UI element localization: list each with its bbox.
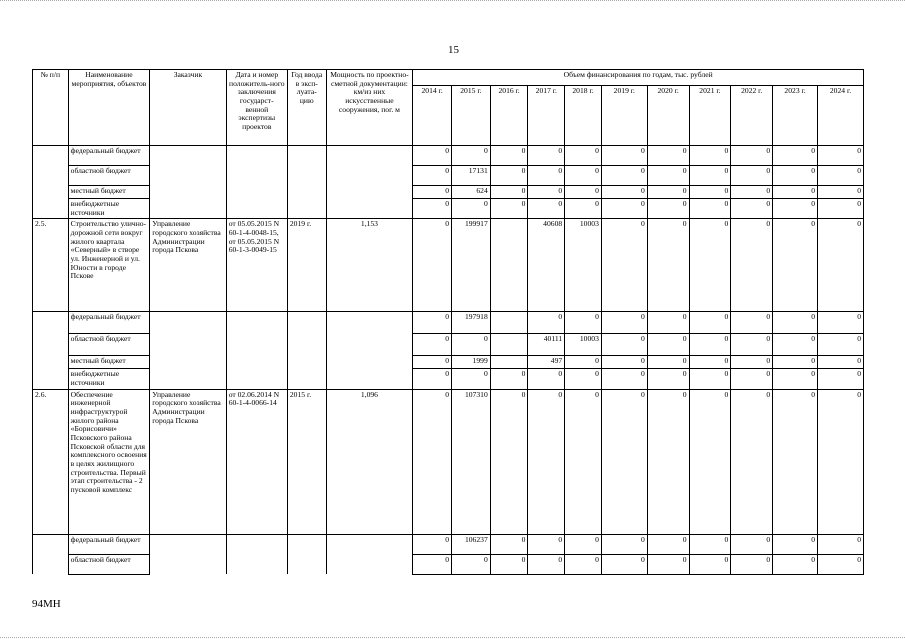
value-cell: 197918 (452, 312, 491, 334)
header-expertise: Дата и номер положитель-ного заключения государст-венной экспертизы проектов (226, 70, 287, 146)
blank-num-cell (33, 186, 69, 199)
table-row (33, 554, 864, 574)
value-cell: 0 (452, 369, 491, 389)
value-cell: 0 (490, 166, 528, 186)
empty-cell (150, 166, 226, 186)
value-cell: 0 (647, 146, 689, 166)
header-year-6: 2020 г. (647, 86, 689, 146)
value-cell: 0 (490, 369, 528, 389)
value-cell: 0 (565, 146, 602, 166)
value-cell: 0 (817, 312, 863, 334)
value-cell (490, 312, 528, 334)
value-cell: 0 (773, 146, 818, 166)
value-cell: 0 (817, 146, 863, 166)
header-year-9: 2023 г. (773, 86, 818, 146)
header-financing: Объем финансирования по годам, тыс. рублей (413, 70, 864, 86)
blank-num-cell (33, 334, 69, 356)
header-year-4: 2018 г. (565, 86, 602, 146)
value-cell: 0 (565, 186, 602, 199)
value-cell: 40608 (528, 219, 565, 312)
header-num: № п/п (33, 70, 69, 146)
value-cell: 0 (528, 389, 565, 534)
row-number: 2.6. (33, 389, 69, 534)
blank-num-cell (33, 534, 69, 554)
table-row (33, 186, 864, 199)
header-year: Год ввода в эксп-луата-цию (287, 70, 326, 146)
value-cell: 0 (647, 199, 689, 219)
value-cell: 0 (731, 146, 773, 166)
value-cell: 0 (817, 356, 863, 369)
table-row (33, 369, 864, 389)
value-cell: 0 (817, 369, 863, 389)
source-label: областной бюджет (68, 554, 150, 574)
value-cell: 0 (413, 534, 452, 554)
value-cell: 199917 (452, 219, 491, 312)
value-cell: 0 (413, 389, 452, 534)
blank-num-cell (33, 312, 69, 334)
value-cell (490, 219, 528, 312)
blank-num-cell (33, 356, 69, 369)
empty-cell (150, 554, 226, 574)
value-cell: 0 (817, 554, 863, 574)
value-cell: 0 (817, 166, 863, 186)
expertise-cell: от 05.05.2015 N 60-1-4-0048-15, от 05.05.2015 N 60-1-3-0049-15 (226, 219, 287, 312)
value-cell: 0 (731, 219, 773, 312)
value-cell: 0 (773, 219, 818, 312)
header-name: Наименование мероприятия, объектов (68, 70, 150, 146)
empty-cell (150, 186, 226, 199)
empty-cell (226, 534, 287, 554)
table-row (33, 534, 864, 554)
value-cell: 0 (731, 534, 773, 554)
value-cell: 0 (647, 534, 689, 554)
value-cell (490, 356, 528, 369)
value-cell: 0 (490, 186, 528, 199)
value-cell: 0 (528, 146, 565, 166)
value-cell: 0 (601, 312, 647, 334)
source-label: федеральный бюджет (68, 312, 150, 334)
value-cell: 0 (817, 534, 863, 554)
value-cell: 0 (601, 534, 647, 554)
value-cell: 0 (490, 199, 528, 219)
value-cell: 0 (528, 199, 565, 219)
value-cell: 0 (689, 389, 731, 534)
source-label: областной бюджет (68, 166, 150, 186)
empty-cell (226, 554, 287, 574)
empty-cell (287, 312, 326, 334)
value-cell: 0 (731, 356, 773, 369)
value-cell: 17131 (452, 166, 491, 186)
header-year-7: 2021 г. (689, 86, 731, 146)
value-cell: 0 (528, 534, 565, 554)
value-cell: 0 (601, 356, 647, 369)
value-cell: 0 (565, 389, 602, 534)
value-cell: 10003 (565, 334, 602, 356)
blank-num-cell (33, 199, 69, 219)
value-cell: 0 (413, 554, 452, 574)
empty-cell (326, 166, 413, 186)
source-label: местный бюджет (68, 356, 150, 369)
source-label: местный бюджет (68, 186, 150, 199)
value-cell: 0 (731, 389, 773, 534)
value-cell: 0 (773, 186, 818, 199)
value-cell: 0 (413, 166, 452, 186)
value-cell: 0 (413, 199, 452, 219)
value-cell: 0 (490, 389, 528, 534)
value-cell: 0 (731, 369, 773, 389)
table-row (33, 312, 864, 334)
empty-cell (150, 199, 226, 219)
empty-cell (150, 334, 226, 356)
value-cell: 0 (413, 312, 452, 334)
header-customer: Заказчик (150, 70, 226, 146)
value-cell: 0 (817, 334, 863, 356)
blank-num-cell (33, 554, 69, 574)
empty-cell (287, 369, 326, 389)
empty-cell (326, 369, 413, 389)
value-cell: 0 (601, 334, 647, 356)
value-cell: 0 (689, 146, 731, 166)
value-cell: 0 (647, 356, 689, 369)
empty-cell (287, 334, 326, 356)
empty-cell (287, 166, 326, 186)
value-cell: 0 (689, 199, 731, 219)
empty-cell (150, 534, 226, 554)
empty-cell (150, 312, 226, 334)
value-cell: 0 (528, 369, 565, 389)
value-cell: 0 (601, 186, 647, 199)
value-cell: 0 (773, 334, 818, 356)
value-cell: 0 (773, 554, 818, 574)
value-cell: 0 (565, 199, 602, 219)
empty-cell (287, 146, 326, 166)
table-row (33, 334, 864, 356)
value-cell: 0 (731, 199, 773, 219)
value-cell: 0 (565, 369, 602, 389)
value-cell: 0 (817, 199, 863, 219)
value-cell: 0 (773, 389, 818, 534)
value-cell: 0 (689, 186, 731, 199)
object-name: Обеспечение инженерной инфраструктурой жилого района «Борисовичи» Псковского района Псковской области для комплексного освоения в целях жилищного строительства. Первый этап строительства - 2 пусковой комплекс (68, 389, 150, 534)
blank-num-cell (33, 146, 69, 166)
empty-cell (326, 534, 413, 554)
value-cell: 0 (647, 369, 689, 389)
empty-cell (326, 186, 413, 199)
value-cell: 0 (731, 554, 773, 574)
blank-num-cell (33, 166, 69, 186)
value-cell: 0 (773, 199, 818, 219)
value-cell: 0 (601, 554, 647, 574)
value-cell: 0 (490, 554, 528, 574)
source-label: областной бюджет (68, 334, 150, 356)
value-cell: 0 (773, 312, 818, 334)
value-cell: 0 (490, 534, 528, 554)
value-cell: 1999 (452, 356, 491, 369)
value-cell: 0 (689, 554, 731, 574)
value-cell: 0 (689, 312, 731, 334)
value-cell: 0 (689, 166, 731, 186)
value-cell: 0 (731, 312, 773, 334)
value-cell: 0 (647, 166, 689, 186)
expertise-cell: от 02.06.2014 N 60-1-4-0066-14 (226, 389, 287, 534)
empty-cell (326, 312, 413, 334)
empty-cell (226, 369, 287, 389)
value-cell: 0 (413, 369, 452, 389)
blank-num-cell (33, 369, 69, 389)
empty-cell (226, 146, 287, 166)
table-row (33, 389, 864, 534)
empty-cell (287, 534, 326, 554)
table-row (33, 199, 864, 219)
value-cell: 624 (452, 186, 491, 199)
value-cell: 0 (452, 334, 491, 356)
value-cell: 0 (490, 146, 528, 166)
value-cell: 0 (565, 554, 602, 574)
empty-cell (226, 166, 287, 186)
value-cell: 0 (689, 369, 731, 389)
customer-cell: Управление городского хозяйства Администрации города Пскова (150, 219, 226, 312)
header-capacity: Мощность по проектно-сметной документации: км/из них искусственные сооружения, пог. м (326, 70, 413, 146)
value-cell: 0 (731, 334, 773, 356)
empty-cell (226, 356, 287, 369)
value-cell: 0 (773, 534, 818, 554)
value-cell: 0 (601, 389, 647, 534)
header-year-8: 2022 г. (731, 86, 773, 146)
empty-cell (150, 369, 226, 389)
value-cell: 0 (528, 312, 565, 334)
value-cell: 0 (565, 534, 602, 554)
financing-table (32, 69, 864, 575)
source-label: федеральный бюджет (68, 534, 150, 554)
value-cell: 0 (413, 146, 452, 166)
empty-cell (226, 186, 287, 199)
header-year-2: 2016 г. (490, 86, 528, 146)
table-row (33, 356, 864, 369)
value-cell: 40111 (528, 334, 565, 356)
capacity-cell: 1,096 (326, 389, 413, 534)
empty-cell (226, 312, 287, 334)
value-cell: 0 (689, 219, 731, 312)
value-cell: 0 (528, 554, 565, 574)
value-cell: 0 (565, 356, 602, 369)
scan-edge-top (0, 0, 905, 4)
value-cell: 0 (565, 312, 602, 334)
value-cell: 0 (413, 334, 452, 356)
empty-cell (226, 199, 287, 219)
table-row (33, 166, 864, 186)
value-cell: 0 (601, 199, 647, 219)
source-label: федеральный бюджет (68, 146, 150, 166)
value-cell: 0 (528, 166, 565, 186)
empty-cell (326, 334, 413, 356)
value-cell: 0 (647, 554, 689, 574)
value-cell: 0 (817, 389, 863, 534)
value-cell: 0 (647, 312, 689, 334)
value-cell: 0 (601, 166, 647, 186)
empty-cell (326, 356, 413, 369)
year-cell: 2015 г. (287, 389, 326, 534)
header-year-10: 2024 г. (817, 86, 863, 146)
value-cell: 0 (689, 356, 731, 369)
value-cell: 0 (647, 389, 689, 534)
table-row (33, 219, 864, 312)
value-cell: 10003 (565, 219, 602, 312)
value-cell: 0 (773, 369, 818, 389)
source-label: внебюджетные источники (68, 369, 150, 389)
empty-cell (150, 146, 226, 166)
value-cell: 0 (731, 166, 773, 186)
value-cell: 0 (601, 369, 647, 389)
value-cell (490, 334, 528, 356)
value-cell: 0 (689, 534, 731, 554)
value-cell: 0 (731, 186, 773, 199)
empty-cell (150, 356, 226, 369)
value-cell: 0 (647, 186, 689, 199)
object-name: Строительство улично-дорожной сети вокруг жилого квартала «Северный» в створе ул. Инженерной и ул. Юности в городе Пскове (68, 219, 150, 312)
value-cell: 0 (601, 146, 647, 166)
value-cell: 0 (773, 166, 818, 186)
header-year-3: 2017 г. (528, 86, 565, 146)
capacity-cell: 1,153 (326, 219, 413, 312)
empty-cell (287, 554, 326, 574)
source-label: внебюджетные источники (68, 199, 150, 219)
row-number: 2.5. (33, 219, 69, 312)
value-cell: 0 (452, 554, 491, 574)
value-cell: 0 (647, 219, 689, 312)
value-cell: 0 (413, 219, 452, 312)
value-cell: 0 (601, 219, 647, 312)
value-cell: 0 (689, 334, 731, 356)
empty-cell (287, 356, 326, 369)
header-year-5: 2019 г. (601, 86, 647, 146)
empty-cell (326, 146, 413, 166)
empty-cell (287, 186, 326, 199)
value-cell: 0 (452, 199, 491, 219)
footer-code: 94МН (32, 598, 61, 610)
value-cell: 0 (565, 166, 602, 186)
page-number: 15 (448, 44, 459, 56)
empty-cell (326, 199, 413, 219)
value-cell: 0 (817, 219, 863, 312)
customer-cell: Управление городского хозяйства Администрации города Пскова (150, 389, 226, 534)
value-cell: 0 (647, 334, 689, 356)
scan-edge-bottom (0, 634, 905, 638)
header-year-1: 2015 г. (452, 86, 491, 146)
header-year-0: 2014 г. (413, 86, 452, 146)
value-cell: 0 (528, 186, 565, 199)
value-cell: 0 (413, 356, 452, 369)
table-row (33, 146, 864, 166)
empty-cell (287, 199, 326, 219)
value-cell: 106237 (452, 534, 491, 554)
value-cell: 497 (528, 356, 565, 369)
empty-cell (226, 334, 287, 356)
value-cell: 107310 (452, 389, 491, 534)
value-cell: 0 (413, 186, 452, 199)
value-cell: 0 (452, 146, 491, 166)
year-cell: 2019 г. (287, 219, 326, 312)
value-cell: 0 (773, 356, 818, 369)
empty-cell (326, 554, 413, 574)
value-cell: 0 (817, 186, 863, 199)
